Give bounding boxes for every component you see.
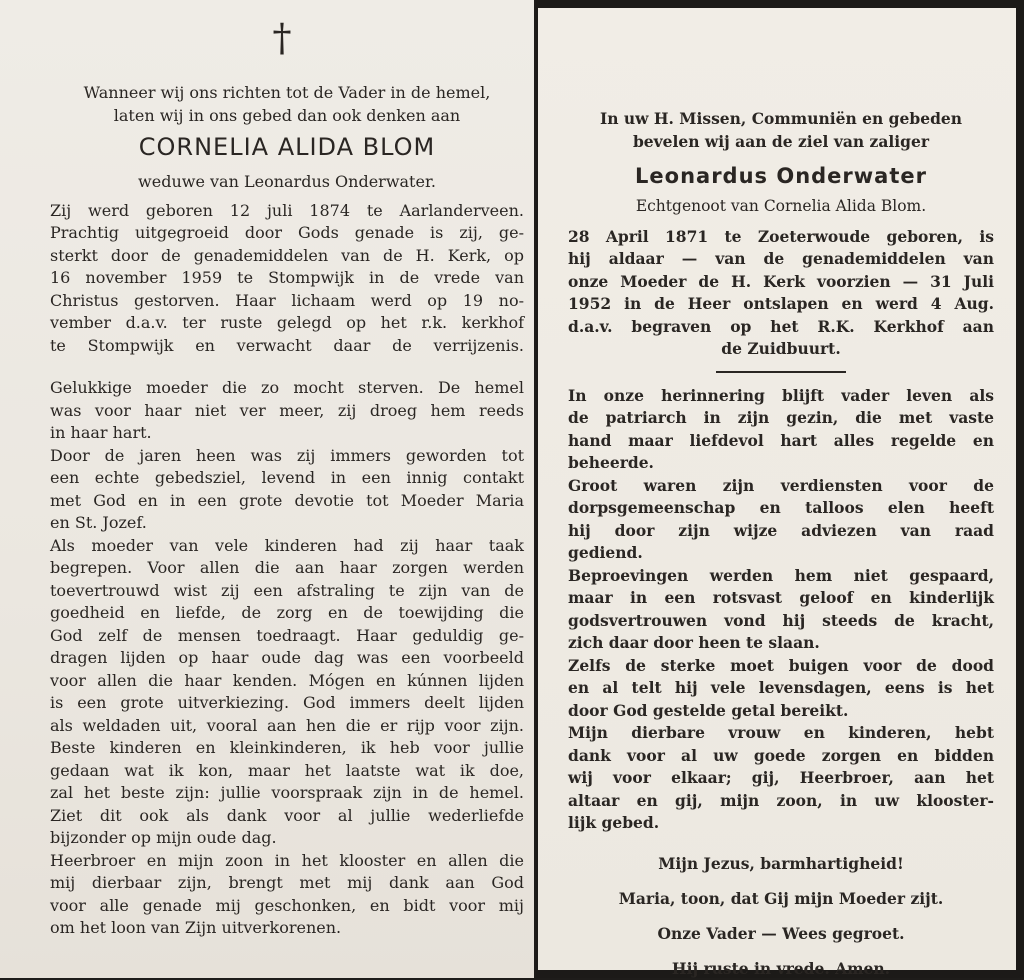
intro-line: bevelen wij aan de ziel van zaliger: [632, 131, 930, 151]
biography-paragraph: [50, 200, 524, 358]
text-line: godsvertrouwen vond hij steeds de kracht,: [568, 610, 994, 630]
intro-line: Wanneer wij ons richten tot de Vader in de hemel,: [83, 83, 491, 102]
text-line: hand maar liefdevol hart alles regelde en: [568, 430, 994, 450]
text-line: een echte gebedsziel, levend in een innig contakt: [50, 468, 524, 487]
text-line: begrepen. Voor allen die aan haar zorgen werden: [50, 558, 524, 577]
text-line: God zelf de mensen toedraagt. Haar geduldig ge-: [50, 625, 524, 645]
deceased-name: Leonardus Onderwater: [635, 164, 927, 188]
text-line: beheerde.: [568, 453, 654, 472]
text-line: hij door zijn wijze adviezen van raad: [568, 520, 994, 540]
text-line: zich daar door heen te slaan.: [568, 633, 820, 652]
text-line: is een grote uitverkiezing. God immers deelt lijden: [50, 693, 524, 712]
text-line: dragen lijden op haar oude dag was een voorbeeld: [50, 648, 524, 667]
text-line: goedheid en liefde, de zorg en de toewijding die: [50, 603, 524, 622]
deceased-name: CORNELIA ALIDA BLOM: [138, 133, 436, 161]
cross-icon: †: [272, 16, 292, 60]
text-line: lijk gebed.: [568, 813, 660, 832]
text-line: Heerbroer en mijn zoon in het klooster en allen die: [50, 850, 524, 870]
text-line: bijzonder op mijn oude dag.: [50, 828, 277, 847]
reflection-text: [50, 377, 524, 940]
text-line: 28 April 1871 te Zoeterwoude geboren, is: [568, 226, 994, 246]
text-line: Als moeder van vele kinderen had zij haar taak: [50, 535, 524, 555]
closing-prayer: Maria, toon, dat Gij mijn Moeder zijt.: [618, 888, 944, 908]
text-line: te Stompwijk en verwacht daar de verrijzenis.: [50, 335, 524, 355]
text-line: voor alle genade mij geschonken, en bidt voor mij: [50, 895, 524, 915]
section-divider: [716, 371, 846, 373]
text-line: Beste kinderen en kleinkinderen, ik heb voor jullie: [50, 738, 524, 757]
text-line: Gelukkige moeder die zo mocht sterven. De hemel: [50, 378, 524, 397]
text-line: en St. Jozef.: [50, 513, 147, 532]
text-line: In onze herinnering blijft vader leven als: [568, 385, 994, 405]
text-line: d.a.v. begraven op het R.K. Kerkhof aan: [568, 316, 994, 336]
reflection-text: [568, 385, 994, 835]
text-line: Beproevingen werden hem niet gespaard,: [568, 565, 994, 585]
text-line: was voor haar niet ver meer, zij droeg hem reeds: [50, 400, 524, 420]
right-card-panel: [536, 6, 1018, 978]
text-line: Ziet dit ook als dank voor al jullie wederliefde: [50, 805, 524, 825]
text-line: gediend.: [568, 543, 643, 562]
text-line: voor allen die haar kenden. Mógen en kúnnen lijden: [50, 670, 524, 690]
text-line: als weldaden uit, vooral aan hen die er rijp voor zijn.: [50, 715, 524, 735]
biography-paragraph: [568, 226, 994, 361]
text-line: om het loon van Zijn uitverkorenen.: [50, 918, 342, 937]
text-line: 1952 in de Heer ontslapen en werd 4 Aug.: [568, 294, 994, 313]
text-line: onze Moeder de H. Kerk voorzien — 31 Juli: [568, 271, 994, 291]
text-line: Zelfs de sterke moet buigen voor de dood: [568, 655, 994, 675]
text-line: zal het beste zijn: jullie voorspraak zijn in de hemel.: [50, 783, 524, 802]
text-line: de Zuidbuurt.: [721, 339, 841, 358]
text-line: dank voor al uw goede zorgen en bidden: [568, 745, 994, 765]
text-line: wij voor elkaar; gij, Heerbroer, aan het: [568, 768, 994, 787]
closing-prayer: Mijn Jezus, barmhartigheid!: [658, 853, 904, 873]
text-line: sterkt door de genademiddelen van de H. Kerk, op: [50, 245, 524, 265]
text-line: de patriarch in zijn gezin, die met vaste: [568, 408, 994, 427]
closing-prayer: Hij ruste in vrede. Amen.: [671, 958, 891, 978]
deceased-subtitle: Echtgenoot van Cornelia Alida Blom.: [635, 197, 927, 215]
text-line: maar in een rotsvast geloof en kinderlijk: [568, 588, 994, 607]
text-line: 16 november 1959 te Stompwijk in de vrede van: [50, 268, 524, 287]
text-line: toevertrouwd wist zij een afstraling te zijn van de: [50, 580, 524, 600]
text-line: Door de jaren heen was zij immers geworden tot: [50, 445, 524, 465]
text-line: door God gestelde getal bereikt.: [568, 700, 849, 720]
right-memorial-card: [536, 0, 1024, 978]
text-line: gedaan wat ik kon, maar het laatste wat ik doe,: [50, 760, 524, 780]
text-line: Prachtig uitgegroeid door Gods genade is zij, ge-: [50, 223, 524, 242]
text-line: met God en in een grote devotie tot Moeder Maria: [50, 490, 524, 510]
text-line: Zij werd geboren 12 juli 1874 te Aarlanderveen.: [50, 200, 524, 220]
text-line: dorpsgemeenschap en talloos elen heeft: [568, 498, 994, 517]
text-line: Groot waren zijn verdiensten voor de: [568, 475, 994, 495]
deceased-subtitle: weduwe van Leonardus Onderwater.: [138, 172, 436, 191]
text-line: mij dierbaar zijn, brengt met mij dank aan God: [50, 873, 524, 892]
text-line: in haar hart.: [50, 423, 152, 442]
text-line: hij aldaar — van de genademiddelen van: [568, 249, 994, 268]
text-line: Christus gestorven. Haar lichaam werd op 19 no-: [50, 290, 524, 310]
intro-line: In uw H. Missen, Communiën en gebeden: [599, 109, 963, 128]
text-line: vember d.a.v. ter ruste gelegd op het r.k. kerkhof: [50, 313, 524, 332]
text-line: Mijn dierbare vrouw en kinderen, hebt: [568, 723, 994, 742]
text-line: en al telt hij vele levensdagen, eens is het: [568, 678, 994, 697]
text-line: altaar en gij, mijn zoon, in uw klooster-: [568, 790, 994, 810]
intro-line: laten wij in ons gebed dan ook denken aan: [113, 105, 461, 125]
closing-prayer: Onze Vader — Wees gegroet.: [657, 923, 905, 943]
